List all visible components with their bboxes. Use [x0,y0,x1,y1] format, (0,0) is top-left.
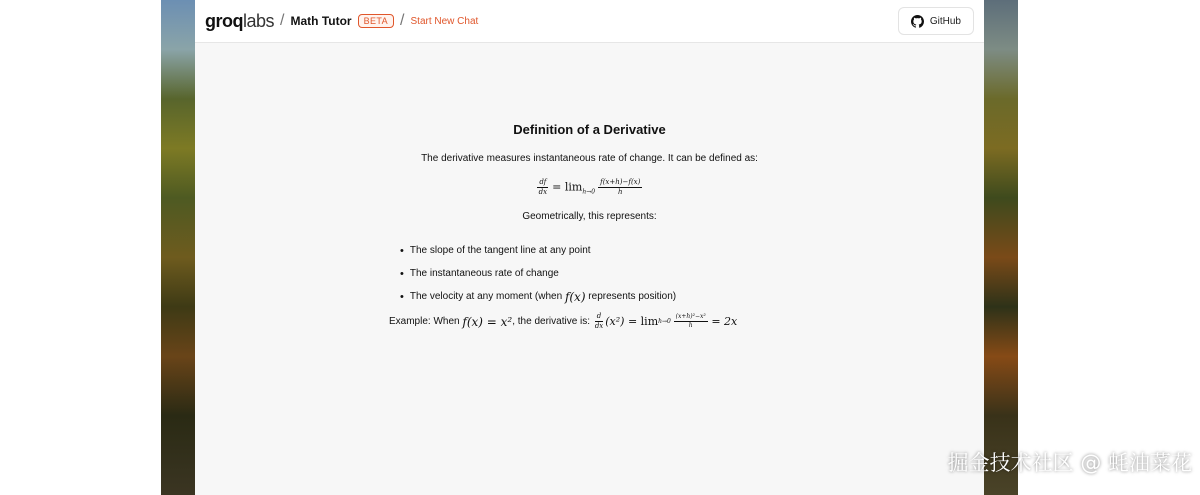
groqlabs-logo[interactable]: groq labs [205,10,275,31]
example-line: Example: When f(x) = x² , the derivative is: $\frac{d}{dx}$ (x²) = lim h→0 $\frac{\text{(x+h)²−x²}}{h}$ = 2x [389,312,738,330]
desktop-wallpaper-right [984,0,1018,495]
github-icon [911,15,924,28]
geometric-intro: Geometrically, this represents: [522,211,657,222]
app-window [195,0,984,495]
inline-math: f(x) = x² [462,314,513,329]
desktop-wallpaper-left [161,0,195,495]
list-item: • The slope of the tangent line at any point [400,239,676,262]
start-new-chat-link[interactable]: Start New Chat [410,15,479,27]
breadcrumb-separator: / [400,12,405,29]
list-item: • The instantaneous rate of change [400,262,676,285]
github-label: GitHub [929,15,961,27]
geometric-list [400,239,676,308]
inline-math: $\frac{d}{dx}$ [594,312,604,330]
app-name[interactable]: Math Tutor [290,14,352,28]
answer-title: Definition of a Derivative [513,122,666,137]
top-bar [195,0,984,43]
derivative-definition-equation: $\frac{df}{dx}$ = $\lim_{h\to 0}$ $\frac{f(x+h)-f(x)}{h}$ [538,178,641,196]
github-button[interactable] [898,7,974,35]
breadcrumb-separator: / [280,12,285,29]
list-item: • The velocity at any moment (when f(x) represents position) [400,285,676,308]
beta-badge: BETA [358,14,394,28]
answer-intro: The derivative measures instantaneous rate of change. It can be defined as: [421,153,758,164]
inline-math: f(x) [564,289,586,304]
watermark-text: 掘金技术社区 @ 蚝油菜花 [947,451,1192,475]
